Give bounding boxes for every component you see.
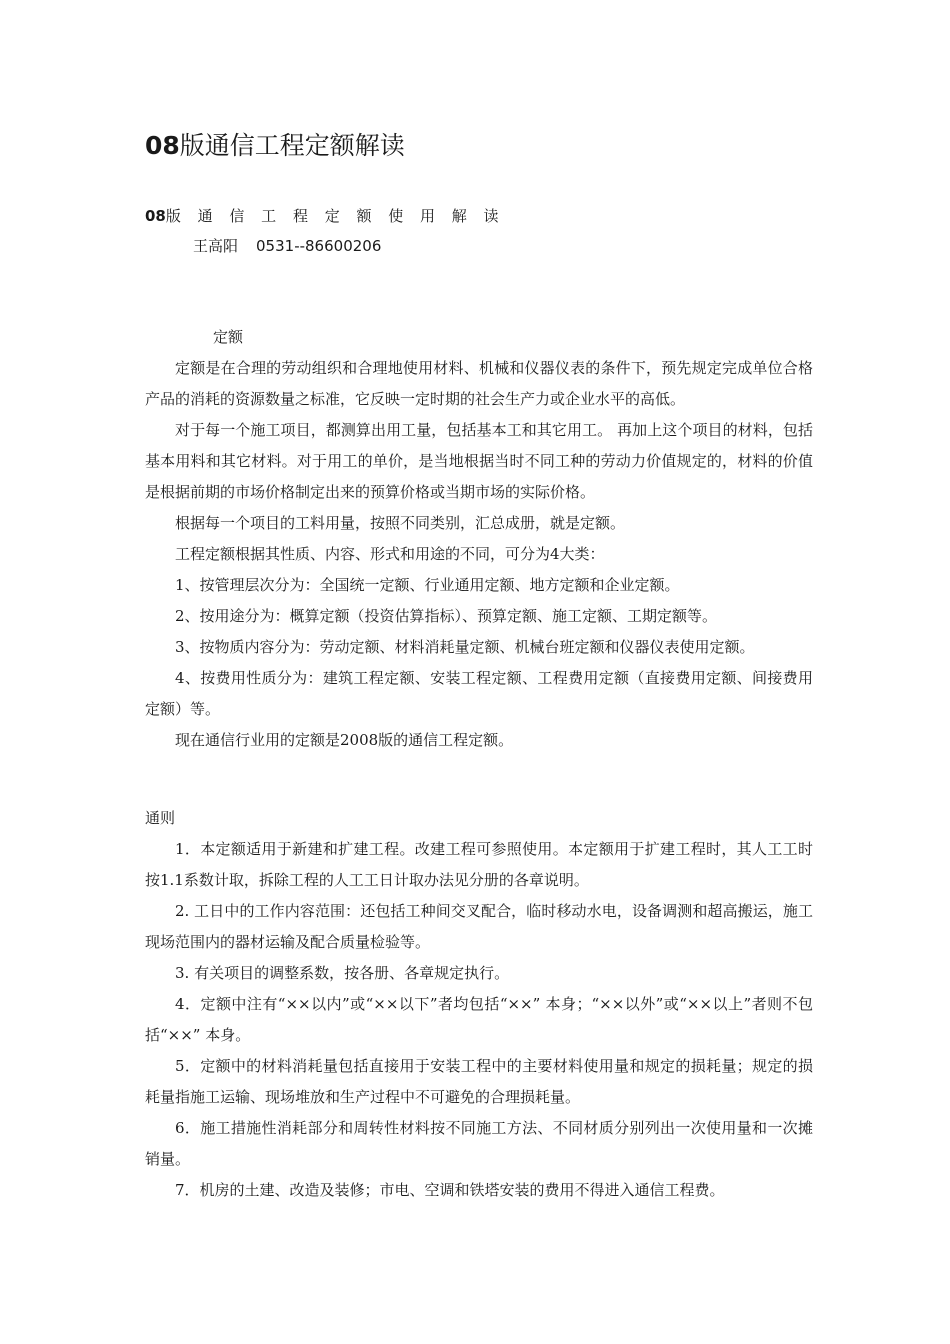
paragraph: 现在通信行业用的定额是2008版的通信工程定额。 [175, 731, 514, 749]
list-item: 3、按物质内容分为：劳动定额、材料消耗量定额、机械台班定额和仪器仪表使用定额。 [175, 638, 755, 656]
rule-item: 2. 工日中的工作内容范围：还包括工种间交叉配合，临时移动水电，设备调测和超高搬运，施工现场范围内的器材运输及配合质量检验等。 [145, 902, 813, 951]
subtitle-number: 08 [145, 207, 166, 225]
author-line [193, 235, 381, 257]
paragraph: 定额是在合理的劳动组织和合理地使用材料、机械和仪器仪表的条件下，预先规定完成单位合格产品的消耗的资源数量之标准，它反映一定时期的社会生产力或企业水平的高低。 [145, 359, 813, 408]
rule-item: 6．施工措施性消耗部分和周转性材料按不同施工方法、不同材质分别列出一次使用量和一次摊销量。 [145, 1119, 813, 1168]
title-text: 版通信工程定额解读 [179, 131, 405, 160]
rule-item: 3. 有关项目的调整系数，按各册、各章规定执行。 [175, 964, 510, 982]
rule-item: 5．定额中的材料消耗量包括直接用于安装工程中的主要材料使用量和规定的损耗量；规定的损耗量指施工运输、现场堆放和生产过程中不可避免的合理损耗量。 [145, 1057, 813, 1106]
list-item: 1、按管理层次分为：全国统一定额、行业通用定额、地方定额和企业定额。 [175, 576, 680, 594]
author-phone: 0531--86600206 [256, 237, 382, 255]
document-subtitle [145, 205, 505, 227]
paragraph: 根据每一个项目的工料用量，按照不同类别，汇总成册，就是定额。 [175, 514, 626, 532]
paragraph: 工程定额根据其性质、内容、形式和用途的不同，可分为4大类： [175, 545, 605, 563]
rule-item: 7．机房的土建、改造及装修；市电、空调和铁塔安装的费用不得进入通信工程费。 [175, 1181, 725, 1199]
rule-item: 4．定额中注有“××以内”或“××以下”者均包括“××” 本身；“××以外”或“××以上”者则不包括“××” 本身。 [145, 995, 813, 1044]
list-item: 2、按用途分为：概算定额（投资估算指标）、预算定额、施工定额、工期定额等。 [175, 607, 718, 625]
paragraph: 对于每一个施工项目，都测算出用工量，包括基本工和其它用工。 再加上这个项目的材料，包括基本用料和其它材料。对于用工的单价，是当地根据当时不同工种的劳动力价值规定的，材料的价值是根据前期的市场价格制定出来的预算价格或当期市场的实际价格。 [145, 421, 813, 501]
author-name: 王高阳 [193, 237, 239, 255]
section-quota [145, 322, 813, 756]
section-general-rules [145, 803, 813, 1206]
subtitle-text: 版 通 信 工 程 定 额 使 用 解 读 [165, 207, 505, 225]
list-item: 4、按费用性质分为：建筑工程定额、安装工程定额、工程费用定额（直接费用定额、间接费用定额）等。 [145, 669, 813, 718]
rule-item: 1．本定额适用于新建和扩建工程。改建工程可参照使用。本定额用于扩建工程时，其人工工时按1.1系数计取，拆除工程的人工工日计取办法见分册的各章说明。 [145, 840, 813, 889]
document-title [145, 128, 405, 164]
title-number: 08 [145, 131, 180, 160]
section-heading: 通则 [145, 809, 176, 827]
section-heading: 定额 [213, 328, 244, 346]
